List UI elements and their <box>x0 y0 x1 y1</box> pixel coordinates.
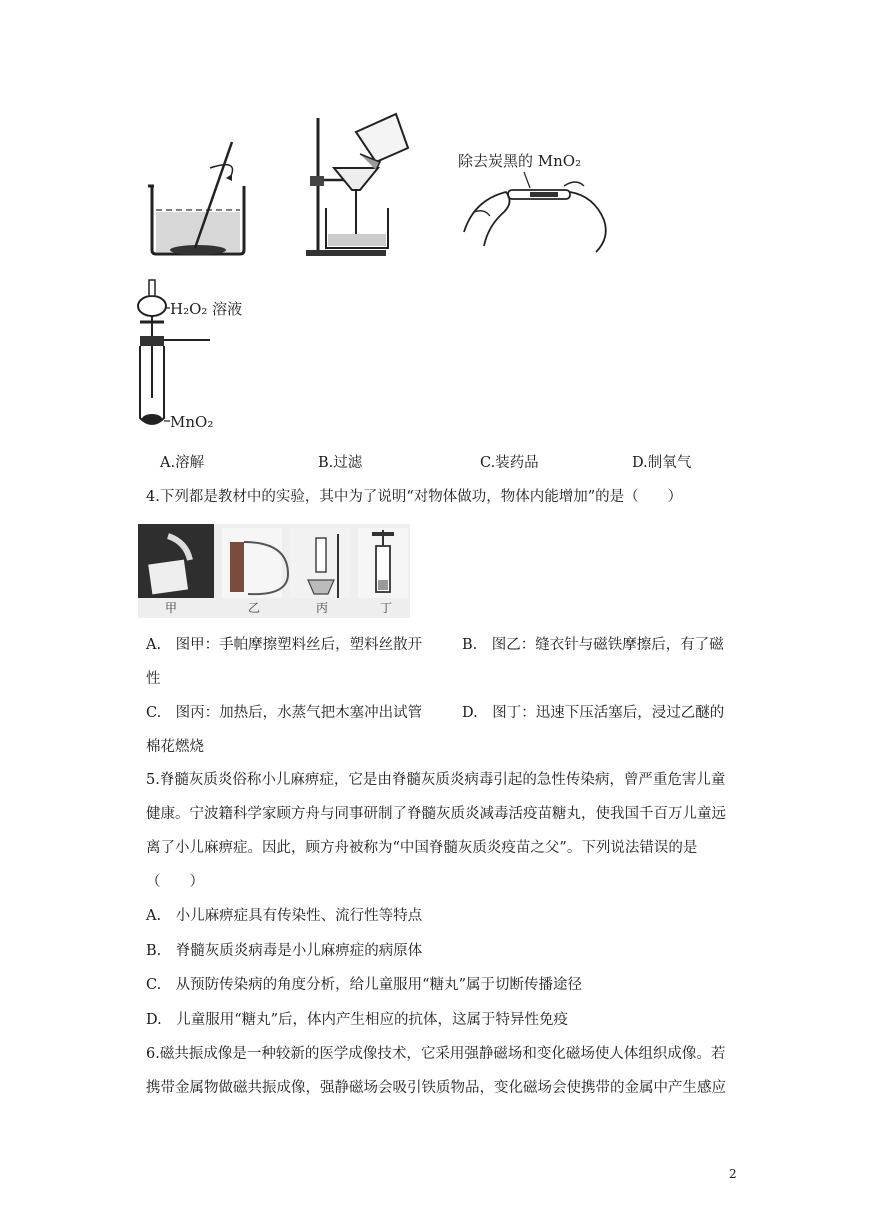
q6-stem-line1: 6.磁共振成像是一种较新的医学成像技术，它采用强静磁场和变化磁场使人体组织成像。若 <box>146 1046 726 1062</box>
q5-stem-line2: 健康。宁波籍科学家顾方舟与同事研制了脊髓灰质炎减毒活疫苗糖丸，使我国千百万儿童远 <box>146 806 726 822</box>
q5-stem-line1: 5.脊髓灰质炎俗称小儿麻痹症，它是由脊髓灰质炎病毒引起的急性传染病，曾严重危害儿童 <box>146 772 726 788</box>
q5-stem-line4: （ ） <box>146 874 204 890</box>
q4-figure-label-bing: 丙 <box>316 601 329 615</box>
mno2-remove-label: 除去炭黑的 MnO₂ <box>458 152 582 170</box>
q4-figure-label-yi: 乙 <box>248 601 261 615</box>
q5-option-c: C. 从预防传染病的角度分析，给儿童服用“糖丸”属于切断传播途径 <box>146 977 583 993</box>
q3-option-b: B.过滤 <box>318 455 363 471</box>
oxygen-generation-figure <box>130 278 260 438</box>
q5-stem-line3: 离了小儿麻痹症。因此，顾方舟被称为“中国脊髓灰质炎疫苗之父”。下列说法错误的是 <box>146 840 698 856</box>
q4-option-b-line2: 性 <box>146 671 161 687</box>
q4-option-d-line2: 棉花燃烧 <box>146 739 204 755</box>
q3-option-c: C.装药品 <box>480 455 539 471</box>
load-reagent-figure <box>444 142 620 260</box>
q5-option-a: A. 小儿麻痹症具有传染性、流行性等特点 <box>146 908 423 924</box>
filtration-figure <box>296 110 414 260</box>
page-number: 2 <box>729 1167 737 1181</box>
q3-option-d: D.制氧气 <box>632 455 692 471</box>
q4-option-a: A. 图甲：手帕摩擦塑料丝后，塑料丝散开 <box>146 637 423 653</box>
q6-stem-line2: 携带金属物做磁共振成像，强静磁场会吸引铁质物品，变化磁场会使携带的金属中产生感应 <box>146 1080 726 1096</box>
q4-option-d-line1: D. 图丁：迅速下压活塞后，浸过乙醚的 <box>462 705 725 721</box>
q4-option-c: C. 图丙：加热后，水蒸气把木塞冲出试管 <box>146 705 423 721</box>
h2o2-label: H₂O₂ 溶液 <box>170 300 243 318</box>
q4-figure-label-jia: 甲 <box>165 601 178 615</box>
dissolve-figure <box>140 138 250 258</box>
q4-option-b-line1: B. 图乙：缝衣针与磁铁摩擦后，有了磁 <box>462 637 724 653</box>
q4-stem: 4.下列都是教材中的实验，其中为了说明“对物体做功，物体内能增加”的是（ ） <box>146 489 683 505</box>
q5-option-d: D. 儿童服用“糖丸”后，体内产生相应的抗体，这属于特异性免疫 <box>146 1012 569 1028</box>
q4-figures <box>138 524 410 618</box>
q4-figure-label-ding: 丁 <box>380 601 393 615</box>
q3-option-a: A.溶解 <box>160 455 205 471</box>
q4-figure-strip <box>138 524 410 618</box>
mno2-label: MnO₂ <box>170 413 214 431</box>
q5-option-b: B. 脊髓灰质炎病毒是小儿麻痹症的病原体 <box>146 943 423 959</box>
